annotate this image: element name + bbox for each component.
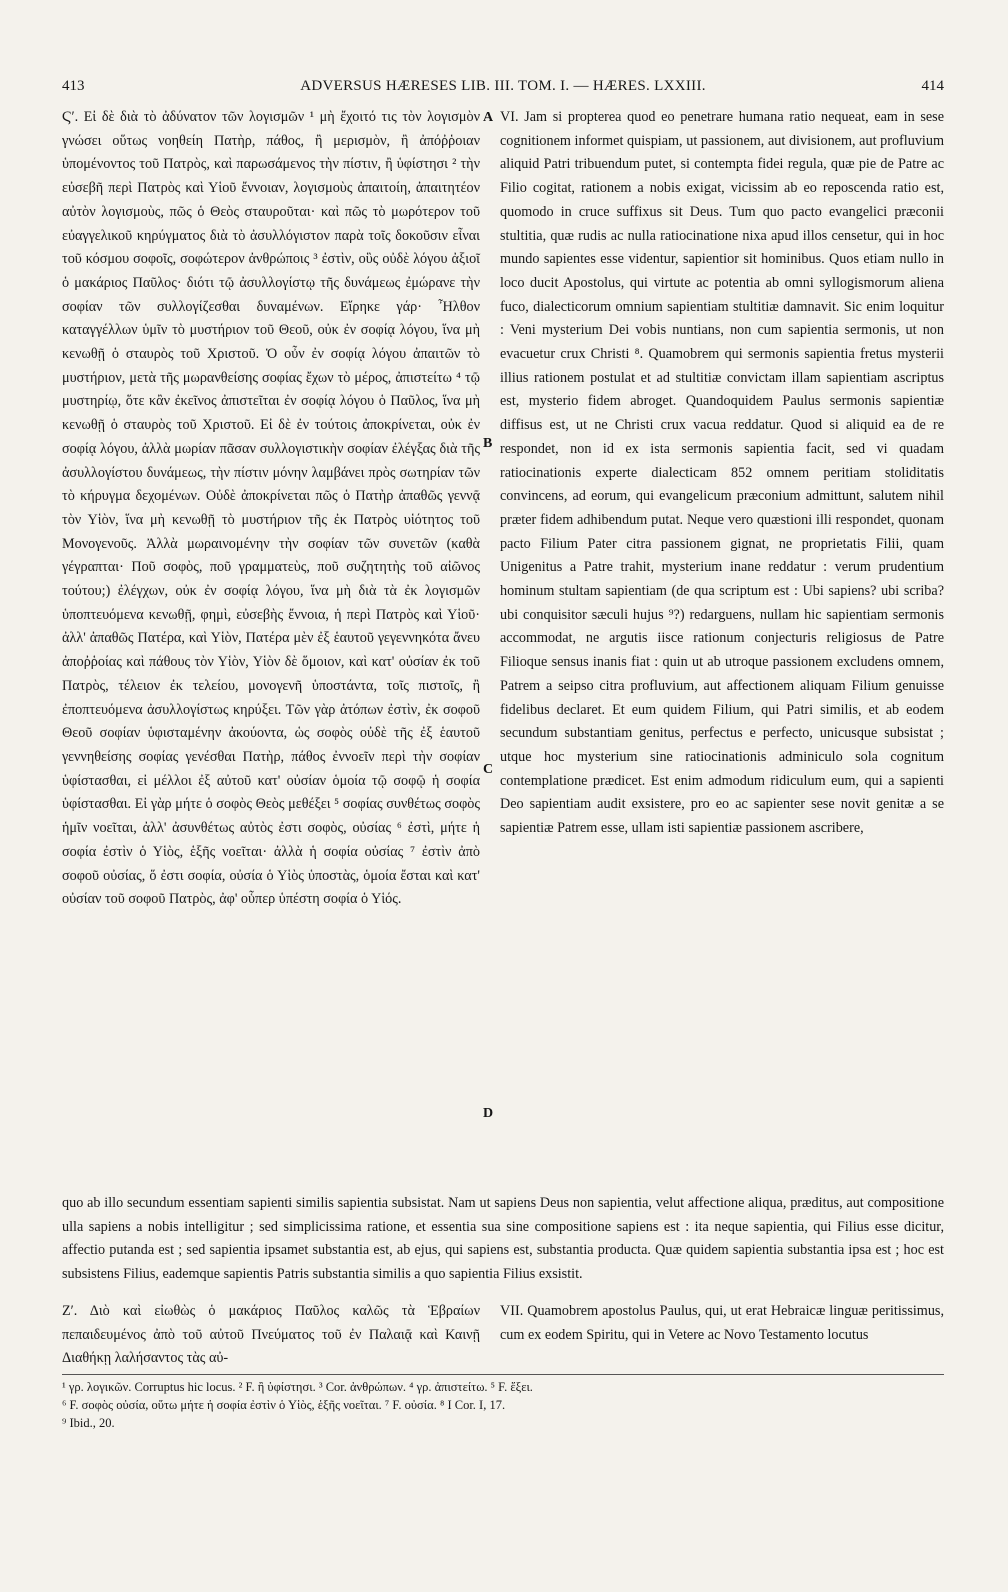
full-width-paragraph <box>62 1192 944 1287</box>
margin-marker-b: B <box>483 436 493 451</box>
section-7-latin <box>500 1300 944 1347</box>
footnote-divider <box>62 1374 944 1375</box>
latin-column <box>500 106 944 841</box>
page-number-right: 414 <box>921 78 944 94</box>
running-title: ADVERSUS HÆRESES LIB. III. TOM. I. — HÆRES. LXXIII. <box>300 78 706 94</box>
greek-text: Ϛʹ. Εἰ δὲ διὰ τὸ ἀδύνατον τῶν λογισμῶν ¹ μὴ ἔχοιτό τις τὸν λογισμὸν γνώσει οὕτως νοηθείη Πατὴρ, πάθος, ἢ μερισμὸν, ἢ ἀπόῤῥοιαν ὑπομένοντος τοῦ Πατρὸς, καὶ παρωσάμενος τὴν πίστιν, ἢ ὑφίστησι ² τὴν εὐσεβῆ περὶ Πατρὸς καὶ Υἱοῦ ἔννοιαν, λογισμοὺς ἀπαιτοίη, ἀπαιτητέον αὐτὸν λογισμοὺς, πῶς ὁ Θεὸς σταυροῦται· καὶ πῶς τὸ μωρότερον τοῦ εὐαγγελικοῦ κηρύγματος διὰ τὸ ἀσυλλόγιστον παρὰ τοῖς δοκοῦσιν εἶναι τοῦ κόσμου σοφοῖς, σοφώτερον ἀνθρώποις ³ ἐστὶν, οὓς οὐδὲ λόγου ἀξιοῖ ὁ μακάριος Παῦλος· διότι τῷ ἀσυλλογίστῳ τῆς δυνάμεως ἐμώρανε τὴν σοφίαν τῶν συλλογίζεσθαι δυναμένων. Εἴρηκε γάρ· Ἦλθον καταγγέλλων ὑμῖν τὸ μυστήριον τοῦ Θεοῦ, οὐκ ἐν σοφίᾳ λόγου, ἵνα μὴ κενωθῇ ὁ σταυρὸς τοῦ Χριστοῦ. Ὁ οὖν ἐν σοφίᾳ λόγου ἀπαιτῶν τὸ μυστήριον, μετὰ τῆς μωρανθείσης σοφίας ἔχων τὸ μέρος, ἀπιστείτω ⁴ τῷ μυστηρίῳ, ὅτε κἂν ἐκεῖνος ἀπιστεῖται ἐν σοφίᾳ λόγου ὁ Παῦλος, ἵνα μὴ κενωθῇ ὁ σταυρὸς τοῦ Χριστοῦ. Εἰ δὲ ἐν τούτοις ἀποκρίνεται, οὐκ ἐν σοφίᾳ λόγου, ἀλλὰ μωρίαν πᾶσαν συλλογιστικὴν σοφίαν ἐλέγξας διὰ τῆς ἀσυλλογίστου δυνάμεως, τὴν πίστιν μόνην λαμβάνει πρὸς σωτηρίαν τῶν τὸ κήρυγμα δεχομένων. Οὐδὲ ἀποκρίνεται πῶς ὁ Πατὴρ ἀπαθῶς γεννᾷ τὸν Υἱὸν, ἵνα μὴ κενωθῇ τὸ μυστήριον τῆς ἐκ Πατρὸς υἱότητος τοῦ Μονογενοῦς. Ἀλλὰ μωραινομένην τὴν σοφίαν τῶν συνετῶν (καθὰ γέγραπται· Ποῦ σοφὸς, ποῦ γραμματεὺς, ποῦ συζητητὴς τοῦ αἰῶνος τούτου;) ἐλέγχων, οὐκ ἐν σοφίᾳ λόγου, ἵνα μὴ διὰ τὰ ἐκ λογισμῶν ὑποπτευόμενα κενωθῇ, φημὶ, εὐσεβὴς ἔννοια, ἡ περὶ Πατρὸς καὶ Υἱοῦ· ἀλλ' ἀπαθῶς Πατέρα, καὶ Υἱὸν, Πατέρα μὲν ἐξ ἑαυτοῦ γεγεννηκότα ἄνευ ἀποῤῥοίας καὶ πάθους τὸν Υἱὸν, Υἱὸν δὲ ὅμοιον, καὶ κατ' οὐσίαν ἐκ τοῦ Πατρὸς, τέλειον ἐκ τελείου, μονογενῆ ὑποστάντα, τοῖς πιστοῖς, ἢ ἐποπτευόμενα ἀσυλλογίστως κηρύξει. Τῶν γὰρ ἀτόπων ἐστὶν, ἐκ σοφοῦ Θεοῦ σοφίαν ὑφισταμένην ἀκούοντα, ὡς σοφὸς οὐδὲ τῆς ἐξ ἑαυτοῦ γεννηθείσης σοφίας γενέσθαι Πατὴρ, πάθος ἐννοεῖν περὶ τὴν σοφίαν ὑφίστασθαι, εἰ μέλλοι ἐξ αὐτοῦ κατ' οὐσίαν ὁμοία τῷ σοφῷ ἡ σοφία ὑφίστασθαι. Εἰ γὰρ μήτε ὁ σοφὸς Θεὸς μεθέξει ⁵ σοφίας συνθέτως σοφὸς ἡμῖν νοεῖται, ἀλλ' ἀσυνθέτως αὐτὸς ἐστι σοφὸς, οὐσίας ⁶ ἐστὶ, μήτε ἡ σοφία ἐστὶν ὁ Υἱὸς, ἑξῆς νοεῖται· ἀλλὰ ἡ σοφία οὐσίας ⁷ ἐστὶν ἀπὸ σοφοῦ οὐσίας, ὅ ἐστι σοφία, οὐσία ὁ Υἱὸς ὑποστὰς, ὁμοία ἔσται καὶ κατ' οὐσίαν τοῦ σοφοῦ Πατρὸς, ἀφ' οὗπερ ὑπέστη σοφία ὁ Υἱός. <box>62 109 480 908</box>
page-header <box>62 78 944 106</box>
footnotes <box>62 1378 944 1432</box>
margin-marker-a: A <box>483 110 494 125</box>
margin-marker-c: C <box>483 762 494 777</box>
section-7-greek-text: Ζʹ. Διὸ καὶ εἰωθὼς ὁ μακάριος Παῦλος καλῶς τὰ Ἑβραίων πεπαιδευμένος ἀπὸ τοῦ αὐτοῦ Πνεύματος τοῦ ἐν Παλαιᾷ καὶ Καινῇ Διαθήκῃ λαλήσαντος τὰς αὐ- <box>62 1303 480 1367</box>
full-width-text: quo ab illo secundum essentiam sapienti similis sapientia subsistat. Nam ut sapiens Deus non sapientia, velut affectione aliqua, præditus, aut compositione ulla sapiens a nobis intelligitur ; sed simplicissima ratione, et essentia sua sine compositione sapiens est : ita neque sapientia, qui Filius esse dicitur, affectio putanda est ; sed sapientia ipsamet substantia est, ab ejus, qui sapiens est, substantia producta. Quæ quidem sapientia substantia ipsa est ; hoc est subsistens Filius, eademque sapientis Patris substantia similis a quo sapientia Filius exsistit. <box>62 1195 944 1283</box>
footnote-line: ¹ γρ. λογικῶν. Corruptus hic locus. ² F. ἢ ὑφίστησι. ³ Cor. ἀνθρώπων. ⁴ γρ. ἀπιστείτω. ⁵ F. ἕξει. <box>62 1380 533 1394</box>
section-7-greek <box>62 1300 480 1371</box>
greek-column <box>62 106 480 912</box>
footnote-line: ⁶ F. σοφὸς οὐσία, οὕτω μήτε ἡ σοφία ἐστὶν ὁ Υἱὸς, ἑξῆς νοεῖται. ⁷ F. οὐσία. ⁸ I Cor. I, 17. <box>62 1398 506 1412</box>
section-7-latin-text: VII. Quamobrem apostolus Paulus, qui, ut erat Hebraicæ linguæ peritissimus, cum ex eodem Spiritu, qui in Vetere ac Novo Testamento locutus <box>500 1303 944 1343</box>
footnote-line: ⁹ Ibid., 20. <box>62 1416 115 1430</box>
latin-text: VI. Jam si propterea quod eo penetrare humana ratio nequeat, eam in sese cognitionem informet quispiam, ut passionem, aut divisionem, aut profluvium aliquid Patri tribuendum putet, si contempta fidei regula, quæ pie de Patre ac Filio cogitat, rationem a nobis exigat, vicissim ab eo reposcenda ratio est, quomodo in cruce suffixus sit Deus. Tum quo pacto evangelici præconii stultitia, quæ rudis ac nulla ratiocinatione nixa apud illos censetur, qui in hoc mundo sapientes esse videntur, sapientior sit hominibus. Quos etiam nullo in loco ducit Apostolus, qui virtute ac potentia ab omni syllogismorum aliena fuco, dialecticorum omnium sapientiam stultitiæ damnavit. Sic enim loquitur : Veni mysterium Dei vobis nuntians, non cum sapientia sermonis, ut non evacuetur crux Christi ⁸. Quamobrem qui sermonis sapientia fretus mysterii illius rationem postulat et ad stultitiæ convictam illam sapientiam ascriptus est, mysterio fidem abroget. Quandoquidem Paulus sermonis sapientiæ diffisus est, ut ne Christi crux vacua reddatur. Quod si aliquid ea de re respondet, non id ex ista sermonis sapientia facit, sed vi quadam ratiocinationis experte dialecticam 852 omnem peritiam stoliditatis convincens, ad eorum, qui evangelicum præconium admittunt, salutem nihil præter fidem adhibendum putat. Neque vero quæstioni illi respondet, quonam pacto Filium Pater citra passionem gignat, ne proprietatis Filii, quam Unigenitus a Patre trahit, mysterium inane reddatur : verum prudentium hominum stultam sapientiam (de qua scriptum est : Ubi sapiens? ubi scriba? ubi conquisitor sæculi hujus ⁹?) redarguens, nullam hic sapientiam sermonis accommodat, ne argutis iisce rationum conjecturis religiosus de Patre Filioque sensus inanis fiat : quin ut ab utroque passionem excludens omnem, Patrem a seipso citra profluvium, aut affectionem aliquam Filium genuisse fidelibus declaret. Et eum quidem Filium, qui Patri similis, et ab eodem secundum substantiam genitus, perfectus e perfecto, unicusque subsistat ; utque hoc mysterium sine ratiocinationis adminiculo sola cognitum contemplatione prædicet. Est enim admodum ridiculum eum, qui a sapienti Deo sapientiam audit exsistere, pro eo ac sapienter sese novit genitæ a se sapientiæ Patrem esse, ullam isti sapientiæ passionem ascribere, <box>500 109 944 837</box>
page-number-left: 413 <box>62 78 85 94</box>
margin-marker-d: D <box>483 1106 494 1121</box>
